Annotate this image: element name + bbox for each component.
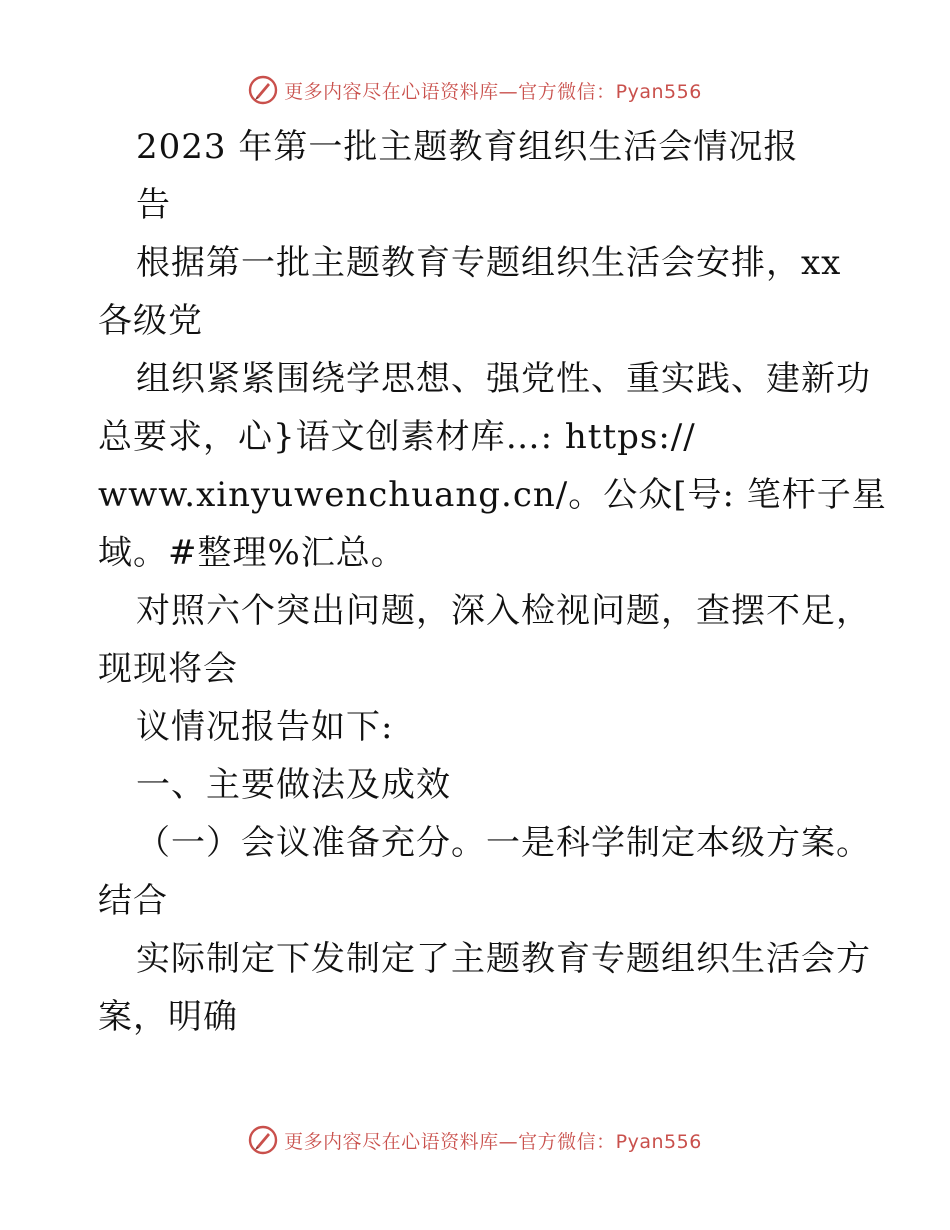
doc-line-7: www.xinyuwenchuang.cn/。公众[号: 笔杆子星 xyxy=(98,475,887,515)
doc-line-5: 组织紧紧围绕学思想、强党性、重实践、建新功 xyxy=(136,359,871,399)
doc-line-15: 实际制定下发制定了主题教育专题组织生活会方 xyxy=(136,939,871,979)
doc-line-14: 结合 xyxy=(98,881,168,921)
doc-line-16: 案，明确 xyxy=(98,997,238,1037)
doc-line-4: 各级党 xyxy=(98,301,203,341)
document-body xyxy=(98,118,887,1046)
doc-line-2: 告 xyxy=(136,185,171,225)
footer-banner xyxy=(0,1120,950,1160)
doc-line-11: 议情况报告如下: xyxy=(136,707,394,747)
doc-line-8: 域。#整理%汇总。 xyxy=(98,533,406,573)
footer-banner-text: 更多内容尽在心语资料库—官方微信：Pyan556 xyxy=(284,1130,702,1153)
doc-line-9: 对照六个突出问题，深入检视问题，查摆不足， xyxy=(136,591,871,631)
doc-line-10: 现现将会 xyxy=(98,649,238,689)
quill-pen-logo-icon xyxy=(248,75,278,105)
quill-pen-logo-icon xyxy=(248,1125,278,1155)
doc-line-13: （一）会议准备充分。一是科学制定本级方案。 xyxy=(136,823,871,863)
header-banner-text: 更多内容尽在心语资料库—官方微信：Pyan556 xyxy=(284,80,702,103)
doc-line-6: 总要求，心}语文创素材库…: https:// xyxy=(98,417,696,457)
doc-line-3: 根据第一批主题教育专题组织生活会安排，xx xyxy=(136,243,842,283)
header-banner xyxy=(0,70,950,110)
doc-line-12: 一、主要做法及成效 xyxy=(136,765,451,805)
doc-line-1: 2023 年第一批主题教育组织生活会情况报 xyxy=(136,127,799,167)
